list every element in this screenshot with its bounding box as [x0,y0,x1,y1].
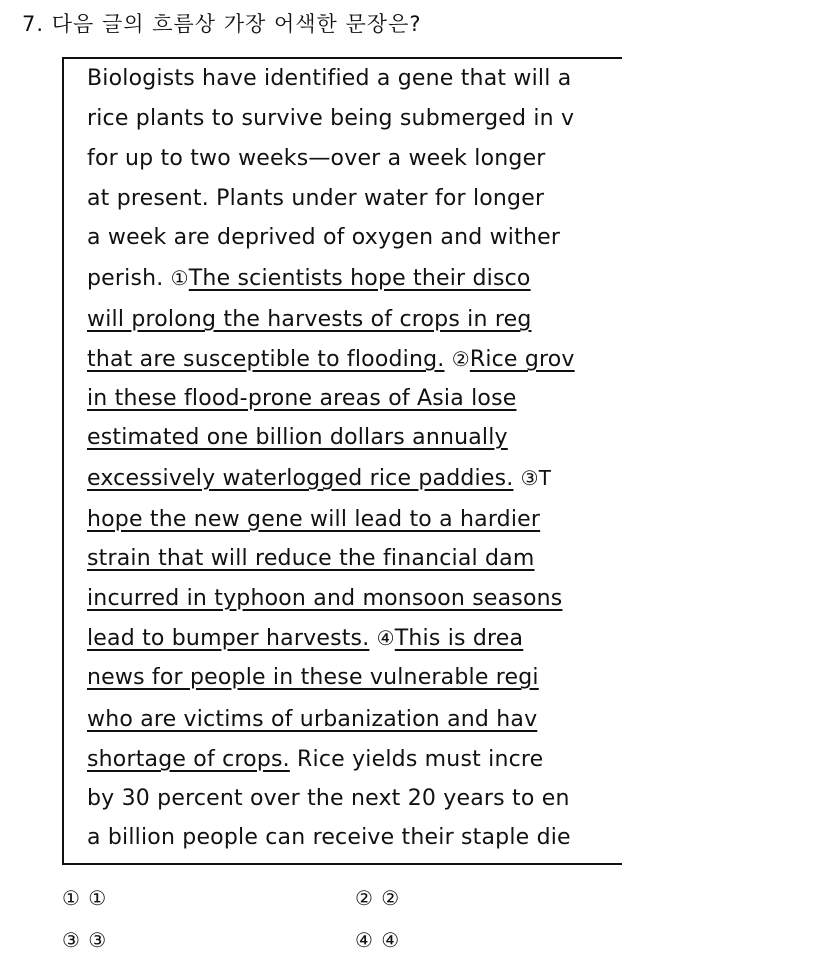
underlined-text: Rice grov [469,347,575,372]
choice-1[interactable] [62,886,107,910]
underlined-text: will prolong the harvests of crops in reg [87,307,532,332]
underlined-text: who are victims of urbanization and hav [87,707,538,732]
choice-number: ③ [62,928,81,952]
passage-text [369,626,376,651]
passage-line [87,263,531,294]
choice-number: ① [62,886,81,910]
passage-line [87,745,543,775]
passage-line [87,823,571,853]
passage-text: perish. [87,266,171,291]
underlined-text: excessively waterlogged rice paddies. [87,466,514,491]
choice-number: ② [355,886,374,910]
sentence-marker: ① [170,266,189,290]
underlined-text: incurred in typhoon and monsoon seasons [87,586,563,611]
passage-box [62,57,622,865]
passage-line [87,104,574,134]
passage-line [87,544,534,574]
passage-text: a billion people can receive their staple die [87,825,571,850]
underlined-text: estimated one billion dollars annually [87,425,508,450]
passage-text: at present. Plants under water for longer [87,186,545,211]
passage-line [87,305,532,335]
question-title: 7. 다음 글의 흐름상 가장 어색한 문장은? [22,12,422,36]
passage-text: rice plants to survive being submerged in v [87,106,575,131]
choice-3[interactable] [62,928,107,952]
choice-4[interactable] [355,928,400,952]
passage-text: Rice yields must incre [289,747,544,772]
passage-line [87,64,571,94]
sentence-marker: ② [451,347,470,371]
passage-line [87,184,544,214]
choice-2[interactable] [355,886,400,910]
passage-text: by 30 percent over the next 20 years to en [87,786,570,811]
passage-text: for up to two weeks—over a week longer [87,146,546,171]
passage-line [87,705,537,735]
choice-label: ④ [381,928,401,952]
underlined-text: news for people in these vulnerable regi [87,665,539,690]
passage-text: Biologists have identified a gene that will a [87,66,572,91]
passage-line [87,784,570,814]
underlined-text: This is drea [394,626,524,651]
sentence-marker: ④ [376,626,395,650]
passage-text: a week are deprived of oxygen and wither [87,225,561,250]
underlined-text: that are susceptible to flooding. [87,347,445,372]
passage-line [87,463,551,494]
passage-text [444,347,451,372]
passage-line [87,384,516,414]
choice-number: ④ [355,928,374,952]
sentence-marker: ③T [520,466,552,490]
underlined-text: lead to bumper harvests. [87,626,370,651]
passage-line [87,223,560,253]
passage-line [87,344,575,375]
passage-line [87,505,540,535]
underlined-text: The scientists hope their disco [188,266,531,291]
passage-line [87,584,562,614]
passage-line [87,663,539,693]
passage-line [87,623,523,654]
underlined-text: shortage of crops. [87,747,290,772]
underlined-text: hope the new gene will lead to a hardier [87,507,541,532]
choice-label: ③ [88,928,108,952]
choice-label: ① [88,886,108,910]
underlined-text: in these flood-prone areas of Asia lose [87,386,517,411]
passage-line [87,144,546,174]
underlined-text: strain that will reduce the financial dam [87,546,535,571]
passage-line [87,423,508,453]
passage-text [513,466,520,491]
choice-label: ② [381,886,401,910]
